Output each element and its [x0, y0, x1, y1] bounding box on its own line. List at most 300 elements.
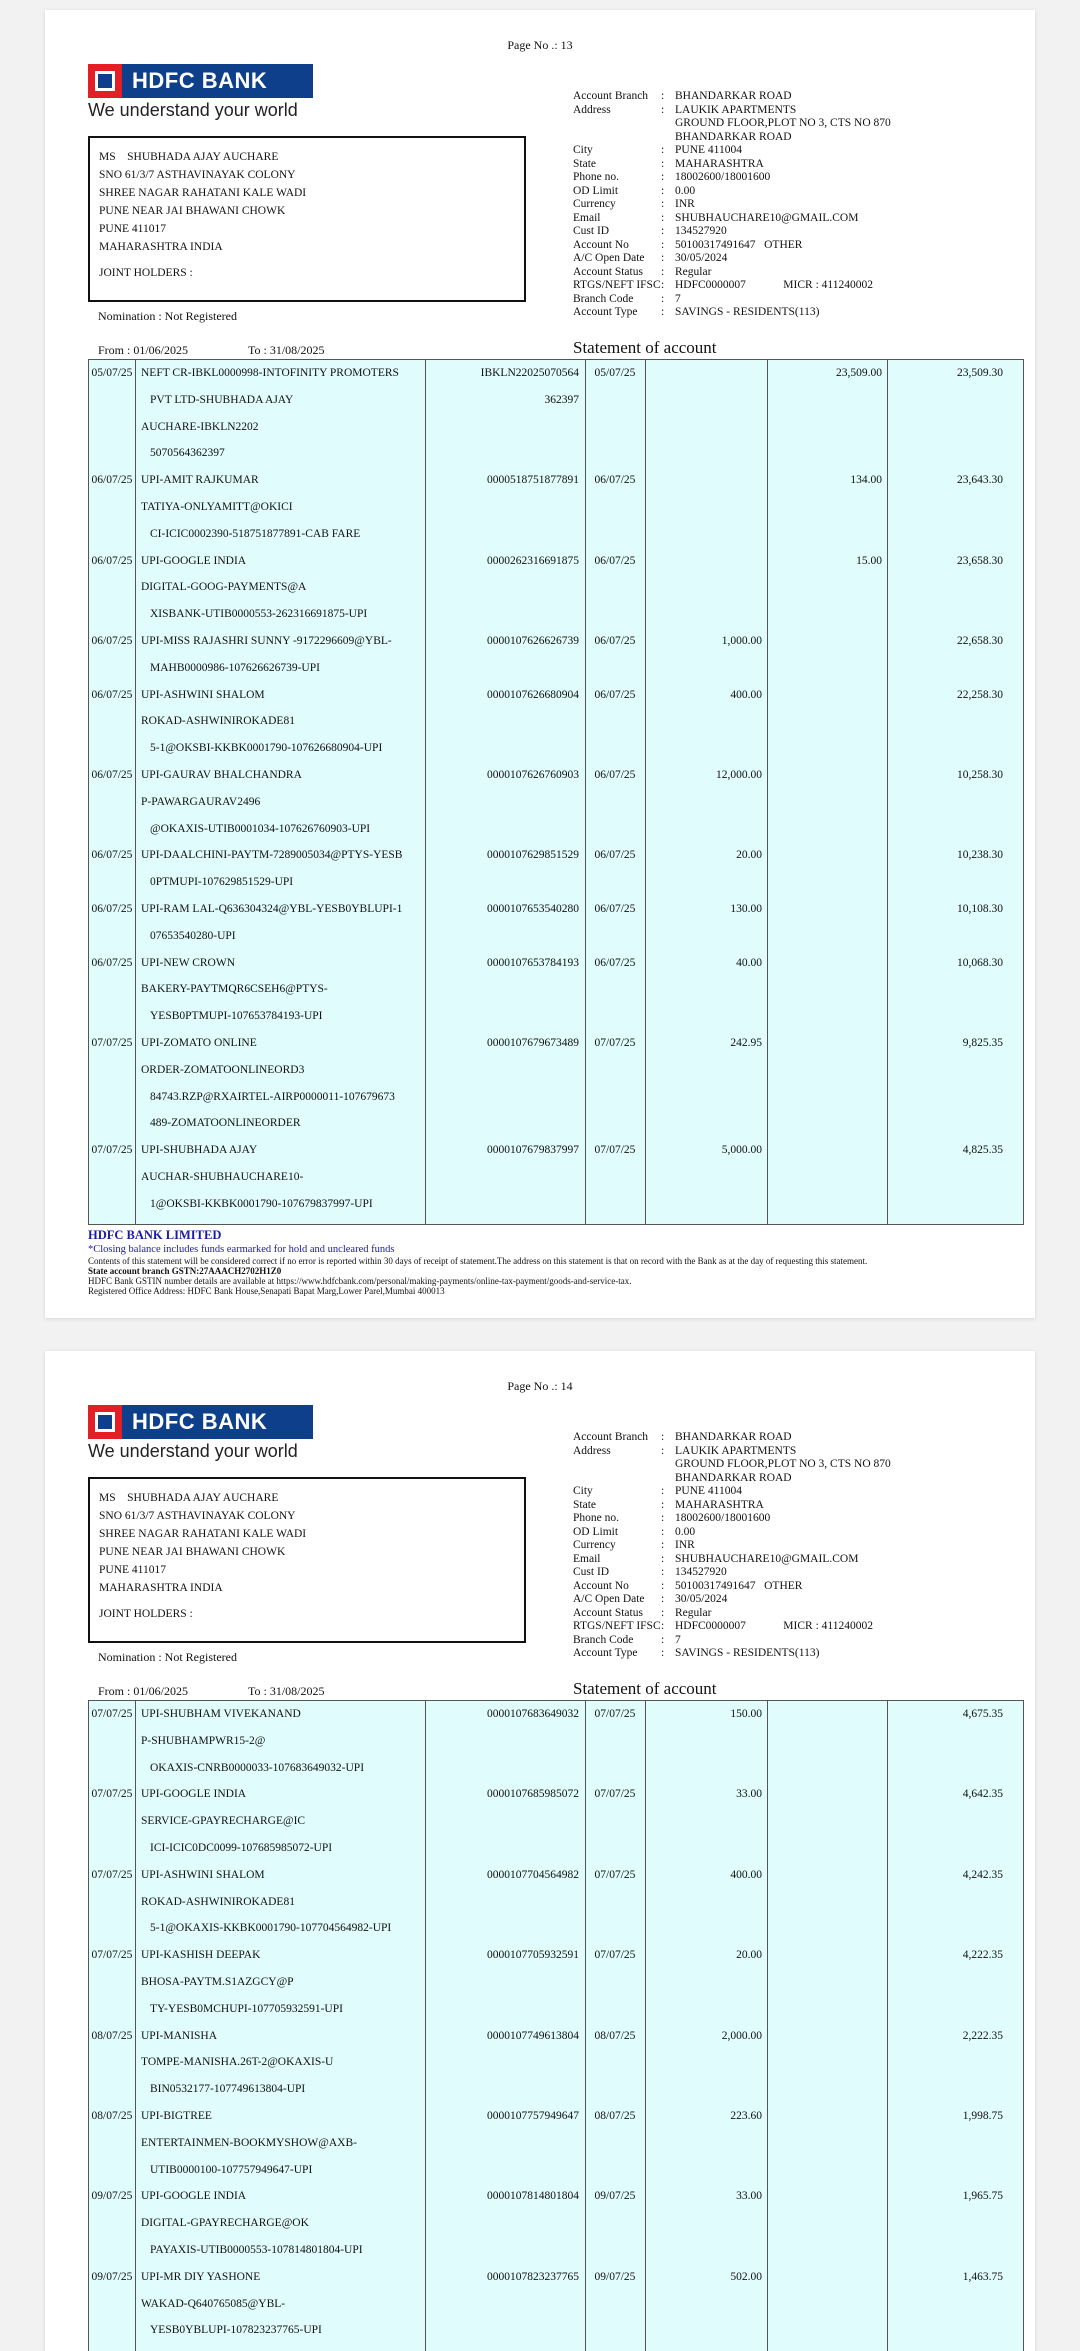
txn-balance: 10,068.30: [957, 956, 1003, 969]
account-detail-row: [573, 131, 891, 145]
txn-deposit: [767, 2264, 887, 2344]
account-detail-row: [573, 117, 891, 131]
narration-line: UPI-ASHWINI SHALOM: [141, 688, 265, 701]
txn-value-date: 06/07/25: [594, 634, 636, 647]
txn-balance: 4,642.35: [962, 1788, 1003, 1801]
ref-line: 0000107626626739: [487, 634, 579, 647]
txn-value-date: 06/07/25: [594, 474, 636, 487]
narration-line: @OKAXIS-UTIB0001034-107626760903-UPI: [150, 822, 371, 835]
account-detail-row: [573, 1647, 891, 1661]
detail-label: State: [573, 1498, 596, 1511]
detail-colon: :: [661, 198, 665, 210]
narration-line: 0PTMUPI-107629851529-UPI: [150, 876, 294, 889]
txn-date: 05/07/25: [91, 367, 133, 379]
logo-bar: [88, 64, 313, 98]
address-line: PUNE 411017: [99, 223, 166, 235]
txn-deposit: 23,509.00: [836, 367, 882, 379]
narration-line: UPI-MR DIY YASHONE: [141, 2270, 261, 2283]
period-to: To : 31/08/2025: [248, 1684, 325, 1698]
txn-balance: 1,463.75: [962, 2270, 1003, 2283]
narration-line: PVT LTD-SHUBHADA AJAY: [150, 393, 294, 406]
statement-footer: [88, 1228, 988, 1296]
detail-value: INR: [675, 1539, 695, 1551]
statement-period: [98, 1684, 325, 1699]
txn-date: 06/07/25: [91, 688, 133, 701]
txn-ref: [425, 950, 585, 1030]
narration-line: UPI-DAALCHINI-PAYTM-7289005034@PTYS-YESB: [141, 849, 403, 862]
narration-line: TATIYA-ONLYAMITT@OKICI: [141, 500, 293, 513]
bank-logo: [88, 1405, 313, 1462]
detail-label: OD Limit: [573, 184, 619, 197]
account-detail-row: [573, 1580, 891, 1594]
txn-date: 07/07/25: [91, 1036, 133, 1049]
account-detail-row: [573, 1512, 891, 1526]
txn-date: 07/07/25: [91, 1708, 133, 1720]
account-details: [573, 90, 891, 320]
detail-value: SAVINGS - RESIDENTS(113): [675, 306, 820, 318]
txn-withdrawal: 242.95: [730, 1036, 762, 1049]
hdfc-logo-icon: [88, 64, 122, 98]
txn-ref: [425, 2023, 585, 2103]
gstin-note: HDFC Bank GSTIN number details are available at https://www.hdfcbank.com/personal/making-payments/online-tax-payment/goods-and-service-tax.: [88, 1276, 632, 1286]
detail-label: A/C Open Date: [573, 1593, 645, 1605]
txn-value-date: 07/07/25: [594, 1868, 636, 1881]
detail-label: Address: [573, 103, 611, 116]
account-detail-row: [573, 1634, 891, 1648]
account-detail-row: [573, 1431, 891, 1445]
narration-line: 489-ZOMATOONLINEORDER: [150, 1117, 301, 1130]
address-line: MS SHUBHADA AJAY AUCHARE: [99, 151, 279, 163]
account-detail-row: [573, 144, 891, 158]
txn-narration: [135, 1942, 425, 2022]
txn-ref: [425, 628, 585, 682]
txn-value-date: 06/07/25: [594, 902, 636, 915]
account-detail-row: [573, 306, 891, 320]
narration-line: XISBANK-UTIB0000553-262316691875-UPI: [150, 608, 368, 621]
account-detail-row: [573, 1553, 891, 1567]
statement-title: Statement of account: [573, 338, 717, 357]
detail-label: Account Status: [573, 265, 643, 278]
txn-narration: [135, 950, 425, 1030]
txn-balance: 10,238.30: [957, 849, 1003, 862]
txn-balance: 4,825.35: [962, 1144, 1003, 1157]
txn-withdrawal: 502.00: [730, 2270, 762, 2283]
ref-line: 0000262316691875: [487, 554, 579, 567]
detail-colon: :: [661, 238, 665, 251]
transaction-row: [89, 360, 1023, 467]
txn-balance: 10,258.30: [957, 768, 1003, 781]
txn-value-date: 07/07/25: [594, 1036, 636, 1049]
contents-note: Contents of this statement will be considered correct if no error is reported within 30 days of receipt of statement.The address on this statement is that on record with the Bank as at the day of requesting this statement.: [88, 1256, 868, 1266]
narration-line: ENTERTAINMEN-BOOKMYSHOW@AXB-: [141, 2136, 357, 2149]
txn-value-date: 07/07/25: [594, 1144, 636, 1157]
txn-narration: [135, 2264, 425, 2344]
detail-value: GROUND FLOOR,PLOT NO 3, CTS NO 870: [675, 117, 891, 129]
ref-line: 0000107653784193: [487, 956, 579, 969]
narration-line: WAKAD-Q640765085@YBL-: [141, 2297, 286, 2310]
transaction-row: [89, 762, 1023, 842]
narration-line: UPI-AMIT RAJKUMAR: [141, 474, 259, 487]
customer-address-box: [88, 136, 526, 302]
txn-date: 09/07/25: [91, 2190, 133, 2203]
txn-deposit: [767, 1862, 887, 1942]
detail-label: City: [573, 1485, 593, 1497]
gstn-number: State account branch GSTN:27AAACH2702H1Z0: [88, 1266, 282, 1276]
detail-value: INR: [675, 198, 695, 210]
txn-withdrawal: 33.00: [736, 2190, 762, 2203]
account-detail-row: [573, 1526, 891, 1540]
account-detail-row: [573, 171, 891, 185]
txn-deposit: [767, 1701, 887, 1781]
txn-narration: [135, 762, 425, 842]
account-detail-row: [573, 1566, 891, 1580]
detail-colon: :: [661, 225, 665, 237]
detail-label: Currency: [573, 198, 616, 210]
narration-line: UPI-GOOGLE INDIA: [141, 1788, 247, 1801]
txn-deposit: 15.00: [856, 554, 882, 567]
account-detail-row: [573, 212, 891, 226]
transaction-row: [89, 1137, 1023, 1217]
narration-line: PAYAXIS-UTIB0000553-107814801804-UPI: [150, 2243, 363, 2256]
detail-label: Phone no.: [573, 1512, 619, 1524]
detail-value: 50100317491647 OTHER: [675, 1579, 803, 1592]
narration-line: UPI-SHUBHAM VIVEKANAND: [141, 1708, 301, 1720]
txn-date: 06/07/25: [91, 554, 133, 567]
transaction-row: [89, 2023, 1023, 2103]
statement-title: Statement of account: [573, 1679, 717, 1698]
detail-label: Currency: [573, 1539, 616, 1551]
txn-narration: [135, 1030, 425, 1137]
detail-value: SAVINGS - RESIDENTS(113): [675, 1647, 820, 1659]
ref-line: 0000107683649032: [487, 1708, 579, 1720]
narration-line: UPI-MANISHA: [141, 2029, 218, 2042]
txn-value-date: 06/07/25: [594, 849, 636, 862]
txn-withdrawal: 400.00: [730, 688, 762, 701]
detail-label: State: [573, 157, 596, 170]
detail-value: 134527920: [675, 225, 727, 237]
txn-ref: [425, 762, 585, 842]
txn-deposit: [767, 2183, 887, 2263]
logo-square: [95, 71, 115, 91]
narration-line: NEFT CR-IBKL0000998-INTOFINITY PROMOTERS: [141, 367, 399, 379]
closing-balance-note: *Closing balance includes funds earmarked for hold and uncleared funds: [88, 1244, 395, 1255]
detail-label: [573, 1472, 661, 1486]
transaction-row: [89, 1701, 1023, 1781]
detail-label: RTGS/NEFT IFSC: [573, 1620, 661, 1632]
narration-line: UTIB0000100-107757949647-UPI: [150, 2163, 313, 2176]
detail-value: PUNE 411004: [675, 1485, 742, 1497]
transaction-rows: [89, 1701, 1023, 2344]
txn-withdrawal: 12,000.00: [716, 768, 762, 781]
narration-line: 5-1@OKAXIS-KKBK0001790-107704564982-UPI: [150, 1922, 392, 1935]
txn-date: 08/07/25: [91, 2029, 133, 2042]
txn-withdrawal: 33.00: [736, 1788, 762, 1801]
detail-value: HDFC0000007 MICR : 411240002: [675, 1620, 873, 1632]
detail-value: 0.00: [675, 184, 696, 197]
account-detail-row: [573, 266, 891, 280]
txn-value-date: 06/07/25: [594, 554, 636, 567]
txn-value-date: 07/07/25: [594, 1708, 636, 1720]
transaction-row: [89, 682, 1023, 762]
narration-line: OKAXIS-CNRB0000033-107683649032-UPI: [150, 1761, 365, 1774]
txn-withdrawal: 150.00: [730, 1708, 762, 1720]
detail-colon: :: [661, 1647, 665, 1659]
address-line: MAHARASHTRA INDIA: [99, 1582, 223, 1594]
narration-line: YESB0YBLUPI-107823237765-UPI: [150, 2324, 322, 2337]
detail-colon: :: [661, 1579, 665, 1592]
ref-line: 0000107704564982: [487, 1868, 579, 1881]
txn-deposit: [767, 2103, 887, 2183]
transaction-row: [89, 2264, 1023, 2344]
account-detail-row: [573, 1593, 891, 1607]
txn-ref: [425, 467, 585, 547]
ref-line: 0000107814801804: [487, 2190, 579, 2203]
txn-narration: [135, 1862, 425, 1942]
txn-balance: 2,222.35: [962, 2029, 1003, 2042]
txn-deposit: [767, 762, 887, 842]
detail-label: [573, 131, 661, 145]
txn-balance: 4,222.35: [962, 1949, 1003, 1962]
narration-line: UPI-GOOGLE INDIA: [141, 2190, 247, 2203]
transaction-row: [89, 1862, 1023, 1942]
txn-value-date: 08/07/25: [594, 2029, 636, 2042]
ref-line: 0000107705932591: [487, 1949, 579, 1962]
txn-value-date: 07/07/25: [594, 1949, 636, 1962]
statement-page: [45, 10, 1035, 1318]
address-line: SHREE NAGAR RAHATANI KALE WADI: [99, 1528, 307, 1540]
statement-period: [98, 343, 325, 358]
txn-narration: [135, 360, 425, 467]
detail-value: 0.00: [675, 1525, 696, 1538]
detail-value: PUNE 411004: [675, 144, 742, 156]
txn-withdrawal: 400.00: [730, 1868, 762, 1881]
detail-colon: :: [661, 279, 665, 291]
narration-line: UPI-SHUBHADA AJAY: [141, 1144, 258, 1157]
narration-line: UPI-KASHISH DEEPAK: [141, 1949, 261, 1962]
transaction-row: [89, 842, 1023, 896]
detail-label: Email: [573, 211, 601, 224]
detail-colon: :: [661, 252, 665, 264]
transaction-row: [89, 2183, 1023, 2263]
detail-value: 30/05/2024: [675, 252, 728, 264]
account-detail-row: [573, 185, 891, 199]
nomination-status: Nomination : Not Registered: [98, 1650, 237, 1664]
detail-colon: :: [661, 1431, 665, 1443]
txn-deposit: 134.00: [850, 474, 882, 487]
txn-withdrawal: 130.00: [730, 902, 762, 915]
txn-ref: [425, 548, 585, 628]
txn-deposit: [767, 1030, 887, 1137]
txn-narration: [135, 842, 425, 896]
account-detail-row: [573, 1499, 891, 1513]
detail-value: BHANDARKAR ROAD: [675, 90, 792, 102]
txn-date: 06/07/25: [91, 474, 133, 487]
joint-holders: JOINT HOLDERS :: [99, 1608, 193, 1620]
bank-legal-name: HDFC BANK LIMITED: [88, 1228, 222, 1242]
txn-deposit: [767, 628, 887, 682]
txn-narration: [135, 548, 425, 628]
txn-balance: 1,965.75: [962, 2190, 1003, 2203]
logo-bar: [88, 1405, 313, 1439]
txn-narration: [135, 1781, 425, 1861]
hdfc-logo-icon: [88, 1405, 122, 1439]
bank-logo: [88, 64, 313, 121]
account-detail-row: [573, 225, 891, 239]
detail-colon: :: [661, 292, 665, 305]
txn-ref: [425, 682, 585, 762]
txn-narration: [135, 2023, 425, 2103]
txn-withdrawal: 20.00: [736, 1949, 762, 1962]
txn-ref: [425, 1942, 585, 2022]
account-detail-row: [573, 1539, 891, 1553]
txn-date: 06/07/25: [91, 902, 133, 915]
txn-balance: 23,643.30: [957, 474, 1003, 487]
txn-date: 06/07/25: [91, 849, 133, 862]
detail-label: A/C Open Date: [573, 252, 645, 264]
detail-value: 18002600/18001600: [675, 171, 771, 183]
detail-colon: :: [661, 211, 665, 224]
detail-label: Account No: [573, 238, 629, 251]
narration-line: CI-ICIC0002390-518751877891-CAB FARE: [150, 527, 361, 540]
narration-line: ROKAD-ASHWINIROKADE81: [141, 715, 295, 728]
narration-line: 84743.RZP@RXAIRTEL-AIRP0000011-107679673: [150, 1090, 395, 1103]
ref-line: 0000518751877891: [487, 474, 579, 487]
txn-ref: [425, 1030, 585, 1137]
narration-line: AUCHARE-IBKLN2202: [141, 420, 259, 433]
txn-withdrawal: 20.00: [736, 849, 762, 862]
ref-line: 0000107626680904: [487, 688, 579, 701]
txn-deposit: [767, 2023, 887, 2103]
detail-colon: :: [661, 184, 665, 197]
detail-value: SHUBHAUCHARE10@GMAIL.COM: [675, 211, 859, 224]
transaction-row: [89, 1030, 1023, 1137]
ref-line: 362397: [544, 393, 579, 406]
detail-value: GROUND FLOOR,PLOT NO 3, CTS NO 870: [675, 1458, 891, 1470]
narration-line: ROKAD-ASHWINIROKADE81: [141, 1895, 295, 1908]
detail-value: MAHARASHTRA: [675, 157, 764, 170]
txn-withdrawal: 223.60: [730, 2109, 762, 2122]
txn-ref: [425, 2103, 585, 2183]
txn-value-date: 06/07/25: [594, 768, 636, 781]
detail-value: 7: [675, 292, 681, 305]
detail-colon: :: [661, 265, 665, 278]
narration-line: UPI-GOOGLE INDIA: [141, 554, 247, 567]
account-detail-row: [573, 293, 891, 307]
ref-line: 0000107749613804: [487, 2029, 579, 2042]
detail-label: Account Type: [573, 306, 638, 318]
transaction-row: [89, 896, 1023, 950]
detail-label: City: [573, 144, 593, 156]
narration-line: MAHB0000986-107626626739-UPI: [150, 661, 320, 674]
detail-colon: :: [661, 1593, 665, 1605]
account-detail-row: [573, 158, 891, 172]
detail-value: MAHARASHTRA: [675, 1498, 764, 1511]
ref-line: 0000107679673489: [487, 1036, 579, 1049]
narration-line: UPI-MISS RAJASHRI SUNNY -9172296609@YBL-: [141, 634, 392, 647]
detail-value: Regular: [675, 1606, 712, 1619]
txn-value-date: 06/07/25: [594, 688, 636, 701]
txn-deposit: [767, 896, 887, 950]
transaction-row: [89, 628, 1023, 682]
narration-line: SERVICE-GPAYRECHARGE@IC: [141, 1815, 306, 1828]
detail-colon: :: [661, 1620, 665, 1632]
detail-colon: :: [661, 1444, 665, 1457]
logo-square: [95, 1412, 115, 1432]
transaction-row: [89, 467, 1023, 547]
detail-value: 50100317491647 OTHER: [675, 238, 803, 251]
txn-narration: [135, 2183, 425, 2263]
ref-line: 0000107626760903: [487, 768, 579, 781]
detail-colon: [661, 117, 675, 131]
detail-colon: :: [661, 157, 665, 170]
detail-colon: [661, 131, 675, 145]
transaction-row: [89, 950, 1023, 1030]
period-from: From : 01/06/2025: [98, 343, 189, 357]
txn-date: 06/07/25: [91, 956, 133, 969]
page-number: Page No .: 13: [507, 38, 573, 52]
detail-value: BHANDARKAR ROAD: [675, 130, 792, 143]
logo-text: HDFC BANK: [132, 68, 268, 93]
narration-line: ORDER-ZOMATOONLINEORD3: [141, 1063, 305, 1076]
txn-ref: [425, 1862, 585, 1942]
txn-date: 09/07/25: [91, 2270, 133, 2283]
address-line: SNO 61/3/7 ASTHAVINAYAK COLONY: [99, 169, 296, 181]
account-detail-row: [573, 1485, 891, 1499]
detail-colon: :: [661, 1552, 665, 1565]
account-detail-row: [573, 1607, 891, 1621]
txn-value-date: 09/07/25: [594, 2270, 636, 2283]
txn-balance: 4,675.35: [962, 1708, 1003, 1720]
detail-label: Account Type: [573, 1647, 638, 1659]
narration-line: 5070564362397: [150, 447, 225, 460]
txn-withdrawal: 1,000.00: [721, 634, 762, 647]
narration-line: P-SHUBHAMPWR15-2@: [141, 1734, 266, 1747]
txn-narration: [135, 2103, 425, 2183]
txn-ref: [425, 842, 585, 896]
txn-deposit: [767, 950, 887, 1030]
account-detail-row: [573, 1620, 891, 1634]
txn-ref: [425, 1137, 585, 1217]
txn-date: 07/07/25: [91, 1144, 133, 1157]
detail-value: 18002600/18001600: [675, 1512, 771, 1524]
ref-line: 0000107629851529: [487, 849, 579, 862]
narration-line: DIGITAL-GOOG-PAYMENTS@A: [141, 581, 307, 594]
detail-value: 7: [675, 1633, 681, 1646]
txn-balance: 10,108.30: [957, 902, 1003, 915]
detail-colon: [661, 1458, 675, 1472]
account-detail-row: [573, 1472, 891, 1486]
detail-label: Email: [573, 1552, 601, 1565]
detail-colon: :: [661, 1485, 665, 1497]
txn-narration: [135, 1137, 425, 1217]
account-detail-row: [573, 1458, 891, 1472]
account-detail-row: [573, 239, 891, 253]
transactions-table: [88, 359, 1024, 1225]
txn-balance: 4,242.35: [962, 1868, 1003, 1881]
txn-date: 07/07/25: [91, 1788, 133, 1801]
txn-deposit: [767, 1781, 887, 1861]
detail-label: Phone no.: [573, 171, 619, 183]
detail-label: Branch Code: [573, 1633, 634, 1646]
account-detail-row: [573, 198, 891, 212]
txn-balance: 9,825.35: [962, 1036, 1003, 1049]
narration-line: DIGITAL-GPAYRECHARGE@OK: [141, 2217, 309, 2230]
narration-line: P-PAWARGAURAV2496: [141, 795, 261, 808]
address-line: PUNE 411017: [99, 1564, 166, 1576]
detail-colon: :: [661, 103, 665, 116]
narration-line: 07653540280-UPI: [150, 929, 236, 942]
txn-date: 07/07/25: [91, 1949, 133, 1962]
